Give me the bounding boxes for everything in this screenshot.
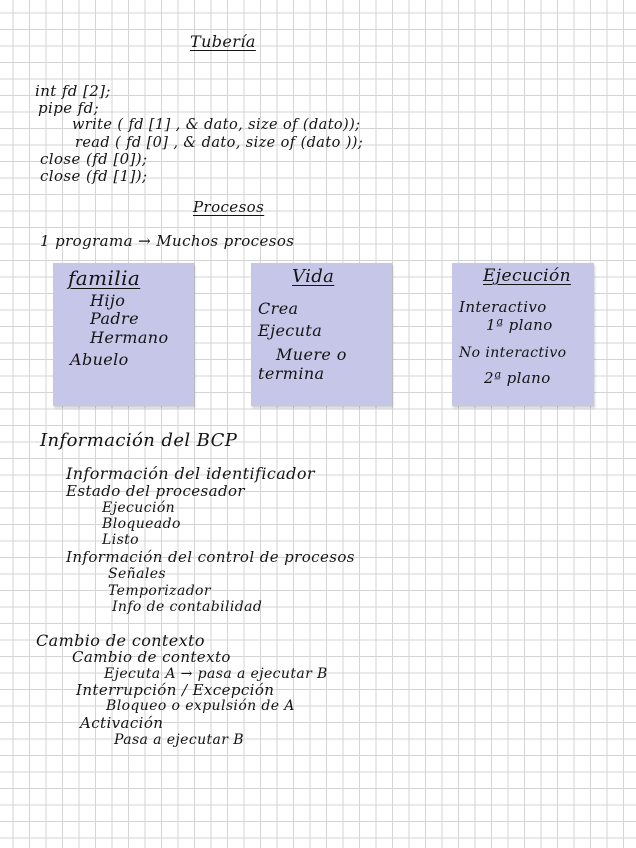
page-title: Tubería (190, 32, 256, 51)
cambio-line: Bloqueo o expulsión de A (106, 698, 295, 714)
cambio-line: Ejecuta A → pasa a ejecutar B (104, 666, 328, 682)
bcp-line: Información del identificador (66, 464, 315, 483)
cambio-line: Pasa a ejecutar B (114, 732, 244, 748)
vida-item: Muere o (276, 345, 347, 364)
bcp-line: Ejecución (102, 500, 176, 516)
vida-item: Crea (258, 299, 299, 318)
cambio-heading: Cambio de contexto (36, 631, 205, 650)
cambio-line: Activación (80, 714, 164, 732)
bcp-line: Listo (102, 532, 140, 548)
vida-item: termina (258, 364, 325, 383)
familia-item: Hermano (90, 328, 169, 347)
familia-item: Padre (90, 309, 139, 328)
bcp-line: Temporizador (108, 583, 211, 599)
cambio-line: Interrupción / Excepción (76, 681, 275, 699)
vida-item: Ejecuta (258, 321, 323, 340)
familia-item: Abuelo (70, 350, 129, 369)
code-line: int fd [2]; (35, 82, 111, 100)
ejecucion-item: Interactivo (459, 298, 547, 316)
bcp-line: Bloqueado (102, 516, 181, 532)
familia-card-title: familia (68, 266, 141, 290)
vida-card-title: Vida (292, 266, 335, 287)
cambio-line: Cambio de contexto (72, 648, 231, 666)
bcp-line: Info de contabilidad (112, 599, 263, 615)
bcp-line: Información del control de procesos (66, 548, 355, 566)
procesos-summary: 1 programa → Muchos procesos (40, 232, 295, 250)
ejecucion-item: No interactivo (459, 345, 567, 361)
procesos-heading: Procesos (193, 198, 265, 216)
code-line: pipe fd; (38, 99, 100, 117)
code-line: write ( fd [1] , & dato, size of (dato)); (72, 117, 361, 133)
familia-item: Hijo (90, 291, 126, 310)
ejecucion-item: 2ª plano (484, 369, 551, 387)
ejecucion-item: 1ª plano (486, 316, 553, 334)
ejecucion-card-title: Ejecución (483, 266, 571, 286)
bcp-line: Señales (108, 566, 166, 582)
bcp-heading: Información del BCP (40, 430, 238, 451)
bcp-line: Estado del procesador (66, 482, 245, 500)
code-line: close (fd [1]); (40, 167, 148, 185)
code-line: read ( fd [0] , & dato, size of (dato )); (75, 135, 364, 151)
code-line: close (fd [0]); (40, 150, 148, 168)
